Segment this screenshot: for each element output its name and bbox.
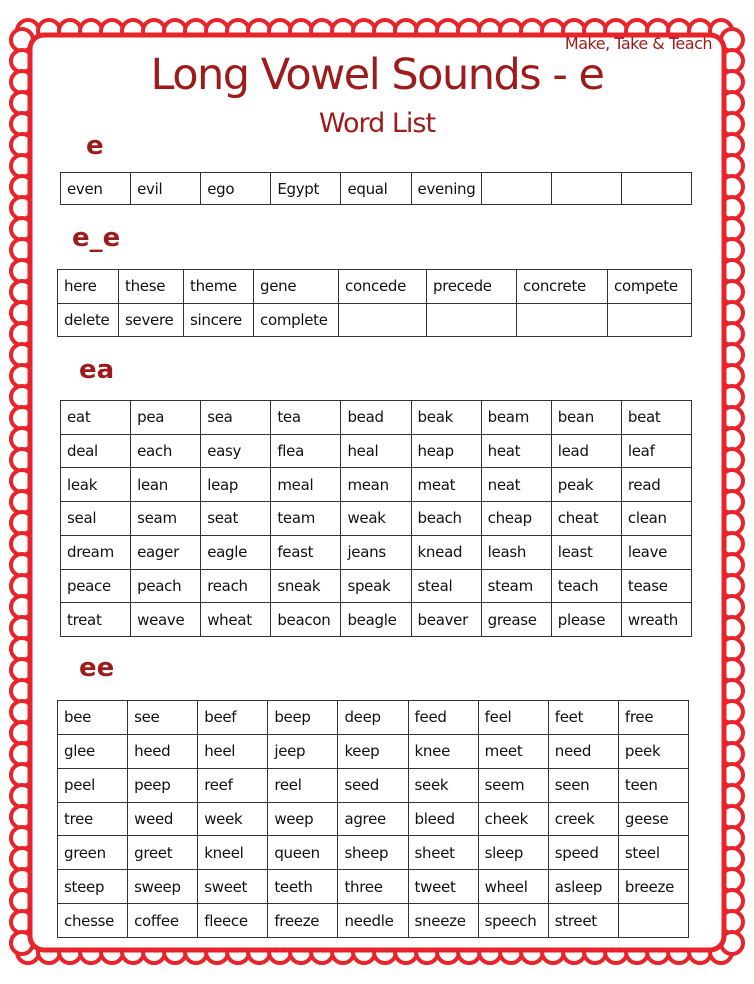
- word-cell: seen: [548, 768, 618, 802]
- word-cell: compete: [608, 270, 692, 304]
- word-cell: creek: [548, 802, 618, 836]
- word-cell: team: [271, 502, 341, 536]
- table-row: [61, 173, 692, 205]
- word-cell: greet: [128, 836, 198, 870]
- word-table-e: [60, 172, 692, 205]
- word-cell: deal: [61, 434, 131, 468]
- word-cell: eat: [61, 401, 131, 435]
- word-cell: neat: [481, 468, 551, 502]
- word-cell: equal: [341, 173, 411, 205]
- word-cell: seem: [478, 768, 548, 802]
- word-cell: tea: [271, 401, 341, 435]
- word-cell: beef: [198, 701, 268, 735]
- word-cell: lean: [131, 468, 201, 502]
- word-cell: leash: [481, 535, 551, 569]
- word-cell: bee: [58, 701, 128, 735]
- word-cell: beach: [411, 502, 481, 536]
- table-row: [58, 802, 689, 836]
- word-cell: jeans: [341, 535, 411, 569]
- word-cell: breeze: [618, 870, 688, 904]
- word-cell: theme: [184, 270, 254, 304]
- word-cell: keep: [338, 734, 408, 768]
- word-cell: sneeze: [408, 904, 478, 938]
- table-row: [61, 468, 692, 502]
- word-cell: delete: [58, 303, 119, 337]
- word-cell: [551, 173, 621, 205]
- word-cell: agree: [338, 802, 408, 836]
- word-cell: peel: [58, 768, 128, 802]
- word-cell: fleece: [198, 904, 268, 938]
- word-cell: Egypt: [271, 173, 341, 205]
- word-cell: read: [621, 468, 691, 502]
- word-cell: steep: [58, 870, 128, 904]
- word-cell: dream: [61, 535, 131, 569]
- word-cell: beak: [411, 401, 481, 435]
- word-cell: glee: [58, 734, 128, 768]
- word-cell: seek: [408, 768, 478, 802]
- word-cell: feet: [548, 701, 618, 735]
- word-cell: knead: [411, 535, 481, 569]
- word-cell: [608, 303, 692, 337]
- word-cell: heel: [198, 734, 268, 768]
- word-cell: jeep: [268, 734, 338, 768]
- word-cell: street: [548, 904, 618, 938]
- word-cell: [481, 173, 551, 205]
- word-cell: leaf: [621, 434, 691, 468]
- word-cell: queen: [268, 836, 338, 870]
- word-cell: heed: [128, 734, 198, 768]
- word-cell: weed: [128, 802, 198, 836]
- word-cell: chesse: [58, 904, 128, 938]
- section-heading-e_e: e_e: [72, 223, 121, 253]
- page-title: Long Vowel Sounds - e: [150, 50, 604, 100]
- word-cell: leap: [201, 468, 271, 502]
- word-cell: precede: [427, 270, 517, 304]
- word-cell: eagle: [201, 535, 271, 569]
- table-row: [61, 502, 692, 536]
- word-cell: peek: [618, 734, 688, 768]
- word-cell: gene: [254, 270, 339, 304]
- word-cell: lead: [551, 434, 621, 468]
- word-cell: grease: [481, 603, 551, 637]
- word-cell: evil: [131, 173, 201, 205]
- word-table-ea: [60, 400, 692, 637]
- word-cell: sheep: [338, 836, 408, 870]
- word-cell: sweep: [128, 870, 198, 904]
- word-cell: [339, 303, 427, 337]
- word-cell: see: [128, 701, 198, 735]
- word-cell: weak: [341, 502, 411, 536]
- table-row: [58, 904, 689, 938]
- word-cell: peach: [131, 569, 201, 603]
- table-row: [58, 836, 689, 870]
- word-cell: week: [198, 802, 268, 836]
- word-cell: even: [61, 173, 131, 205]
- word-cell: meat: [411, 468, 481, 502]
- table-row: [58, 734, 689, 768]
- table-row: [58, 870, 689, 904]
- word-cell: meet: [478, 734, 548, 768]
- word-cell: sleep: [478, 836, 548, 870]
- word-cell: coffee: [128, 904, 198, 938]
- word-cell: steel: [618, 836, 688, 870]
- word-cell: wheel: [478, 870, 548, 904]
- word-cell: teeth: [268, 870, 338, 904]
- word-cell: ego: [201, 173, 271, 205]
- word-cell: asleep: [548, 870, 618, 904]
- word-cell: sheet: [408, 836, 478, 870]
- word-cell: flea: [271, 434, 341, 468]
- table-row: [61, 535, 692, 569]
- word-cell: peak: [551, 468, 621, 502]
- word-cell: teen: [618, 768, 688, 802]
- word-cell: heal: [341, 434, 411, 468]
- word-cell: speed: [548, 836, 618, 870]
- word-cell: bean: [551, 401, 621, 435]
- word-cell: freeze: [268, 904, 338, 938]
- table-row: [61, 569, 692, 603]
- word-cell: reach: [201, 569, 271, 603]
- word-cell: cheat: [551, 502, 621, 536]
- word-cell: green: [58, 836, 128, 870]
- table-row: [61, 603, 692, 637]
- word-cell: please: [551, 603, 621, 637]
- word-cell: steal: [411, 569, 481, 603]
- table-row: [61, 401, 692, 435]
- word-cell: pea: [131, 401, 201, 435]
- word-cell: reel: [268, 768, 338, 802]
- word-cell: cheap: [481, 502, 551, 536]
- word-cell: eager: [131, 535, 201, 569]
- word-cell: cheek: [478, 802, 548, 836]
- word-cell: treat: [61, 603, 131, 637]
- word-cell: [618, 904, 688, 938]
- word-cell: tease: [621, 569, 691, 603]
- word-cell: sweet: [198, 870, 268, 904]
- word-cell: need: [548, 734, 618, 768]
- word-cell: heat: [481, 434, 551, 468]
- word-cell: weep: [268, 802, 338, 836]
- word-cell: steam: [481, 569, 551, 603]
- word-cell: peep: [128, 768, 198, 802]
- word-cell: [621, 173, 691, 205]
- table-row: [58, 270, 692, 304]
- word-table-ee: [57, 700, 689, 938]
- word-cell: teach: [551, 569, 621, 603]
- word-cell: tree: [58, 802, 128, 836]
- word-cell: weave: [131, 603, 201, 637]
- word-cell: speak: [341, 569, 411, 603]
- word-cell: clean: [621, 502, 691, 536]
- table-row: [58, 303, 692, 337]
- word-cell: feed: [408, 701, 478, 735]
- word-cell: these: [119, 270, 184, 304]
- word-cell: free: [618, 701, 688, 735]
- word-cell: concede: [339, 270, 427, 304]
- word-cell: beagle: [341, 603, 411, 637]
- brand-label: Make, Take & Teach: [564, 34, 712, 53]
- word-cell: feel: [478, 701, 548, 735]
- table-row: [58, 701, 689, 735]
- word-cell: deep: [338, 701, 408, 735]
- word-cell: severe: [119, 303, 184, 337]
- word-cell: seam: [131, 502, 201, 536]
- word-cell: [517, 303, 608, 337]
- word-cell: here: [58, 270, 119, 304]
- word-cell: needle: [338, 904, 408, 938]
- word-cell: seat: [201, 502, 271, 536]
- word-cell: evening: [411, 173, 481, 205]
- word-cell: easy: [201, 434, 271, 468]
- page-subtitle: Word List: [318, 108, 436, 139]
- word-cell: complete: [254, 303, 339, 337]
- word-cell: reef: [198, 768, 268, 802]
- word-cell: knee: [408, 734, 478, 768]
- word-cell: concrete: [517, 270, 608, 304]
- word-cell: seed: [338, 768, 408, 802]
- word-cell: sneak: [271, 569, 341, 603]
- word-cell: bead: [341, 401, 411, 435]
- word-cell: heap: [411, 434, 481, 468]
- word-cell: three: [338, 870, 408, 904]
- word-cell: beat: [621, 401, 691, 435]
- word-cell: feast: [271, 535, 341, 569]
- word-cell: seal: [61, 502, 131, 536]
- table-row: [58, 768, 689, 802]
- table-row: [61, 434, 692, 468]
- section-heading-ea: ea: [79, 355, 115, 385]
- word-cell: sea: [201, 401, 271, 435]
- section-heading-ee: ee: [79, 653, 115, 683]
- word-cell: each: [131, 434, 201, 468]
- word-cell: beaver: [411, 603, 481, 637]
- word-cell: leak: [61, 468, 131, 502]
- word-cell: bleed: [408, 802, 478, 836]
- word-cell: peace: [61, 569, 131, 603]
- word-cell: least: [551, 535, 621, 569]
- word-cell: wheat: [201, 603, 271, 637]
- word-cell: wreath: [621, 603, 691, 637]
- word-cell: leave: [621, 535, 691, 569]
- word-cell: [427, 303, 517, 337]
- word-cell: beacon: [271, 603, 341, 637]
- word-cell: tweet: [408, 870, 478, 904]
- word-table-e_e: [57, 269, 692, 337]
- word-cell: beep: [268, 701, 338, 735]
- word-cell: sincere: [184, 303, 254, 337]
- word-cell: speech: [478, 904, 548, 938]
- word-cell: mean: [341, 468, 411, 502]
- word-cell: beam: [481, 401, 551, 435]
- section-heading-e: e: [86, 131, 104, 161]
- word-cell: kneel: [198, 836, 268, 870]
- word-cell: geese: [618, 802, 688, 836]
- word-cell: meal: [271, 468, 341, 502]
